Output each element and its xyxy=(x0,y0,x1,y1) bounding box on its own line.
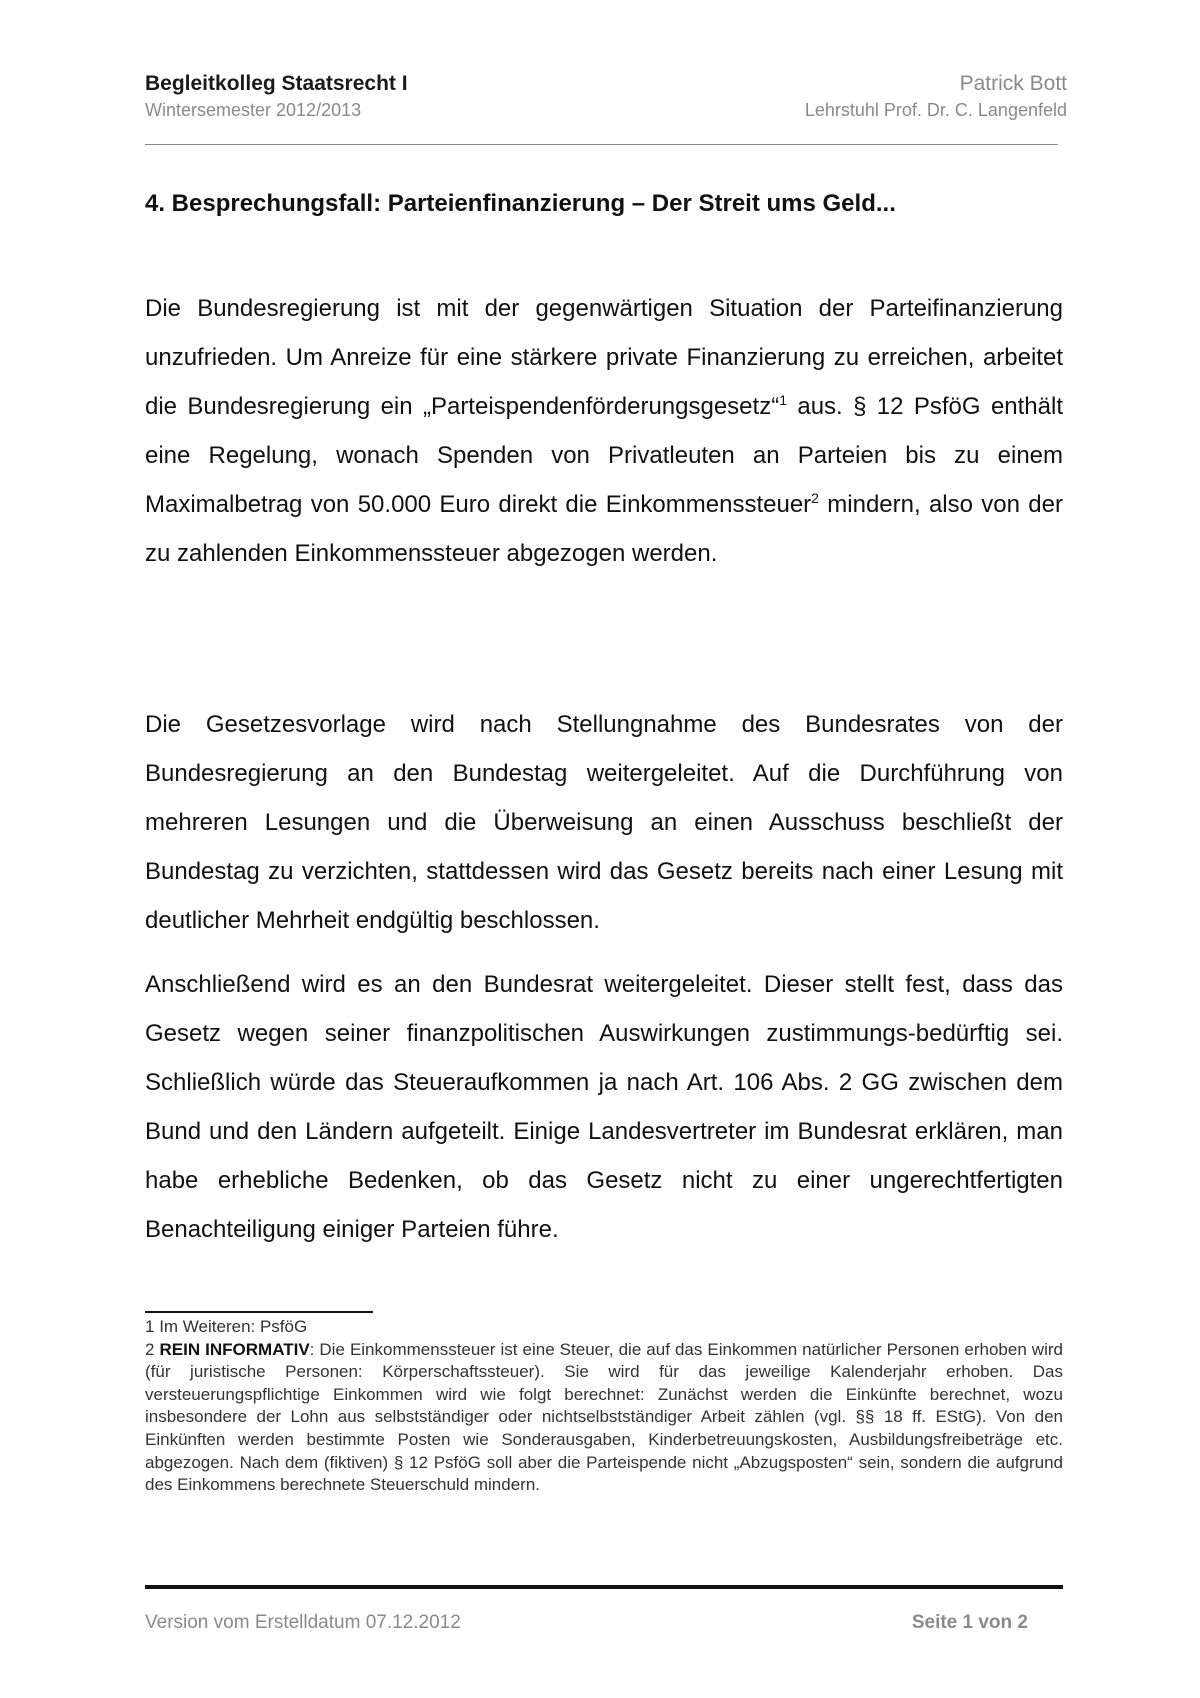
footnote-1-text: Im Weiteren: PsföG xyxy=(154,1317,308,1336)
paragraph-1-text-a: Die Bundesregierung ist mit der gegenwärtigen Situation der Parteifinanzierung unzufrieden. Um Anreize für eine stärkere private Finanzierung zu erreichen, arbeitet die Bundesregierung ein „Parteispendenförderungsgesetz“ xyxy=(145,295,1063,420)
footnote-1-number: 1 xyxy=(145,1317,155,1336)
page-number: Seite 1 von 2 xyxy=(911,1612,1028,1633)
header-divider xyxy=(145,144,1058,145)
footer-divider xyxy=(145,1585,1063,1589)
paragraph-1 xyxy=(145,284,1063,578)
footnote-2 xyxy=(145,1339,1063,1497)
footnote-2-number: 2 xyxy=(145,1339,155,1359)
course-title: Begleitkolleg Staatsrecht I xyxy=(145,72,408,95)
footnote-ref-1: 1 xyxy=(779,392,787,408)
author-name: Patrick Bott xyxy=(959,72,1067,95)
version-date: Version vom Erstelldatum 07.12.2012 xyxy=(145,1612,461,1633)
footnote-1 xyxy=(145,1316,1063,1339)
paragraph-3: Anschließend wird es an den Bundesrat weitergeleitet. Dieser stellt fest, dass das Gesetz wegen seiner finanzpolitischen Auswirkungen zustimmungs-bedürftig sei. Schließlich würde das Steueraufkommen ja nach Art. 106 Abs. 2 GG zwischen dem Bund und den Ländern aufgeteilt. Einige Landesvertreter im Bundesrat erklären, man habe erhebliche Bedenken, ob das Gesetz nicht zu einer ungerechtfertigten Benachteiligung einiger Parteien führe. xyxy=(145,971,1063,1243)
paragraph-2: Die Gesetzesvorlage wird nach Stellungnahme des Bundesrates von der Bundesregierung an den Bundestag weitergeleitet. Auf die Durchführung von mehreren Lesungen und die Überweisung an einen Ausschuss beschließt der Bundestag zu verzichten, stattdessen wird das Gesetz bereits nach einer Lesung mit deutlicher Mehrheit endgültig beschlossen. xyxy=(145,711,1063,934)
footnotes xyxy=(145,1316,1063,1497)
footnote-divider xyxy=(145,1311,373,1313)
paragraph-1-text-b: aus. § 12 PsföG enthält eine Regelung, wonach Spenden von Privatleuten an Parteien bis zu einem Maximalbetrag von 50.000 Euro direkt die Einkommenssteuer xyxy=(145,393,1063,518)
paragraph-1-text-c: mindern, also von der zu zahlenden Einkommenssteuer abgezogen werden. xyxy=(145,491,1063,567)
footnote-2-text: : Die Einkommenssteuer ist eine Steuer, die auf das Einkommen natürlicher Personen erhoben wird (für juristische Personen: Körperschaftssteuer). Sie wird für das jeweilige Kalenderjahr erhoben. Das versteuerungspflichtige Einkommen wird wie folgt berechnet: Zunächst werden die Einkünfte berechnet, wozu insbesondere der Lohn aus selbstständiger oder nichtselbstständiger Arbeit zählen (vgl. §§ 18 ff. EStG). Von den Einkünften werden bestimmte Posten wie Sonderausgaben, Kinderbetreuungskosten, Ausbildungsfreibeträge etc. abgezogen. Nach dem (fiktiven) § 12 PsföG soll aber die Parteispende nicht „Abzugsposten“ sein, sondern die aufgrund des Einkommens berechnete Steuerschuld mindern. xyxy=(145,1339,1063,1495)
case-title: 4. Besprechungsfall: Parteienfinanzierung – Der Streit ums Geld... xyxy=(145,190,896,217)
footnote-ref-2: 2 xyxy=(811,490,819,506)
footnote-2-label: REIN INFORMATIV xyxy=(159,1339,310,1359)
semester: Wintersemester 2012/2013 xyxy=(145,100,362,120)
chair-name: Lehrstuhl Prof. Dr. C. Langenfeld xyxy=(804,100,1067,120)
